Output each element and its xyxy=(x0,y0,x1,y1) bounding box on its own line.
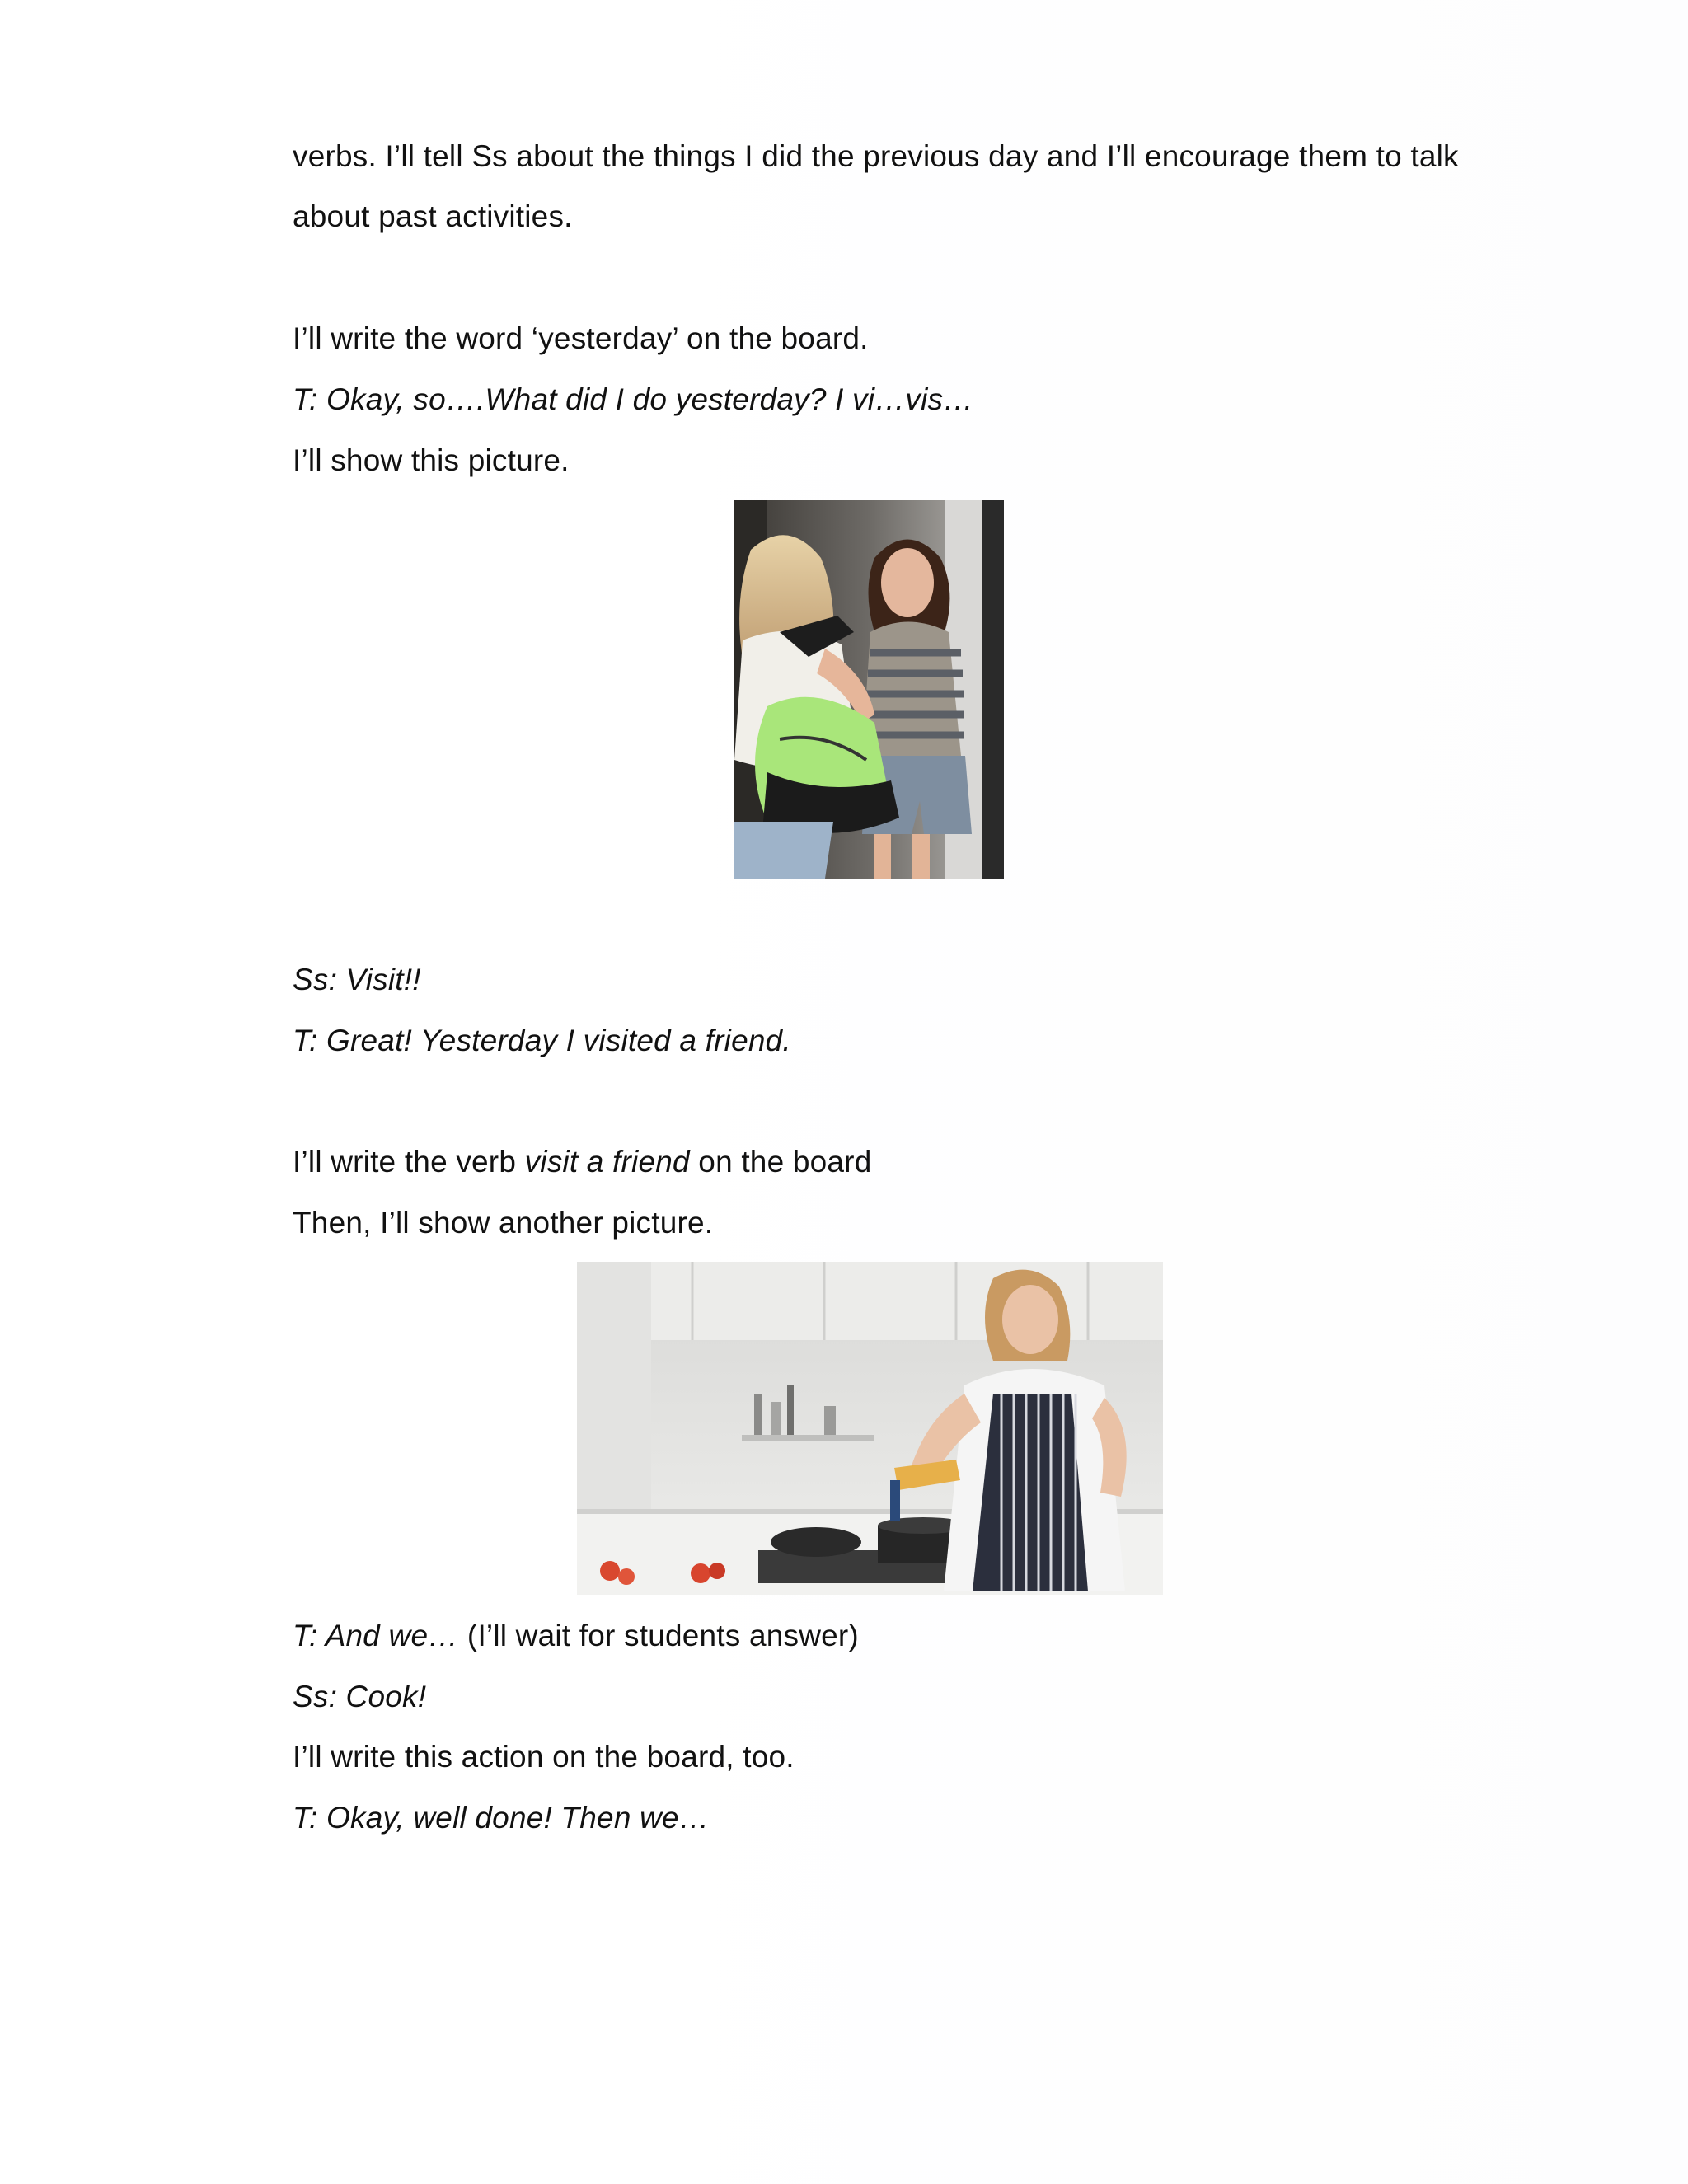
text-span: T: And we… xyxy=(293,1619,459,1652)
students-dialogue: Ss: Visit!! xyxy=(293,963,421,996)
text-span: I’ll write the verb xyxy=(293,1145,525,1179)
instruction-line xyxy=(293,1142,871,1182)
paragraph-line: about past activities. xyxy=(293,199,573,233)
friends-greeting-photo xyxy=(734,500,1004,879)
teacher-dialogue: T: Great! Yesterday I visited a friend. xyxy=(293,1024,791,1057)
teacher-dialogue xyxy=(293,1616,859,1656)
students-dialogue: Ss: Cook! xyxy=(293,1680,427,1713)
teacher-dialogue: T: Okay, so….What did I do yesterday? I vi…vis… xyxy=(293,382,974,416)
text-span: (I’ll wait for students answer) xyxy=(458,1619,859,1652)
teacher-dialogue: T: Okay, well done! Then we… xyxy=(293,1801,710,1835)
text-span: on the board xyxy=(689,1145,872,1179)
paragraph-line: verbs. I’ll tell Ss about the things I did the previous day and I’ll encourage them to talk xyxy=(293,139,1459,173)
woman-cooking-photo xyxy=(577,1262,1163,1595)
instruction-line: Then, I’ll show another picture. xyxy=(293,1206,714,1240)
instruction-line: I’ll show this picture. xyxy=(293,443,570,477)
instruction-line: I’ll write the word ‘yesterday’ on the board. xyxy=(293,321,869,355)
instruction-line: I’ll write this action on the board, too. xyxy=(293,1740,795,1774)
emphasized-phrase: visit a friend xyxy=(524,1145,690,1179)
